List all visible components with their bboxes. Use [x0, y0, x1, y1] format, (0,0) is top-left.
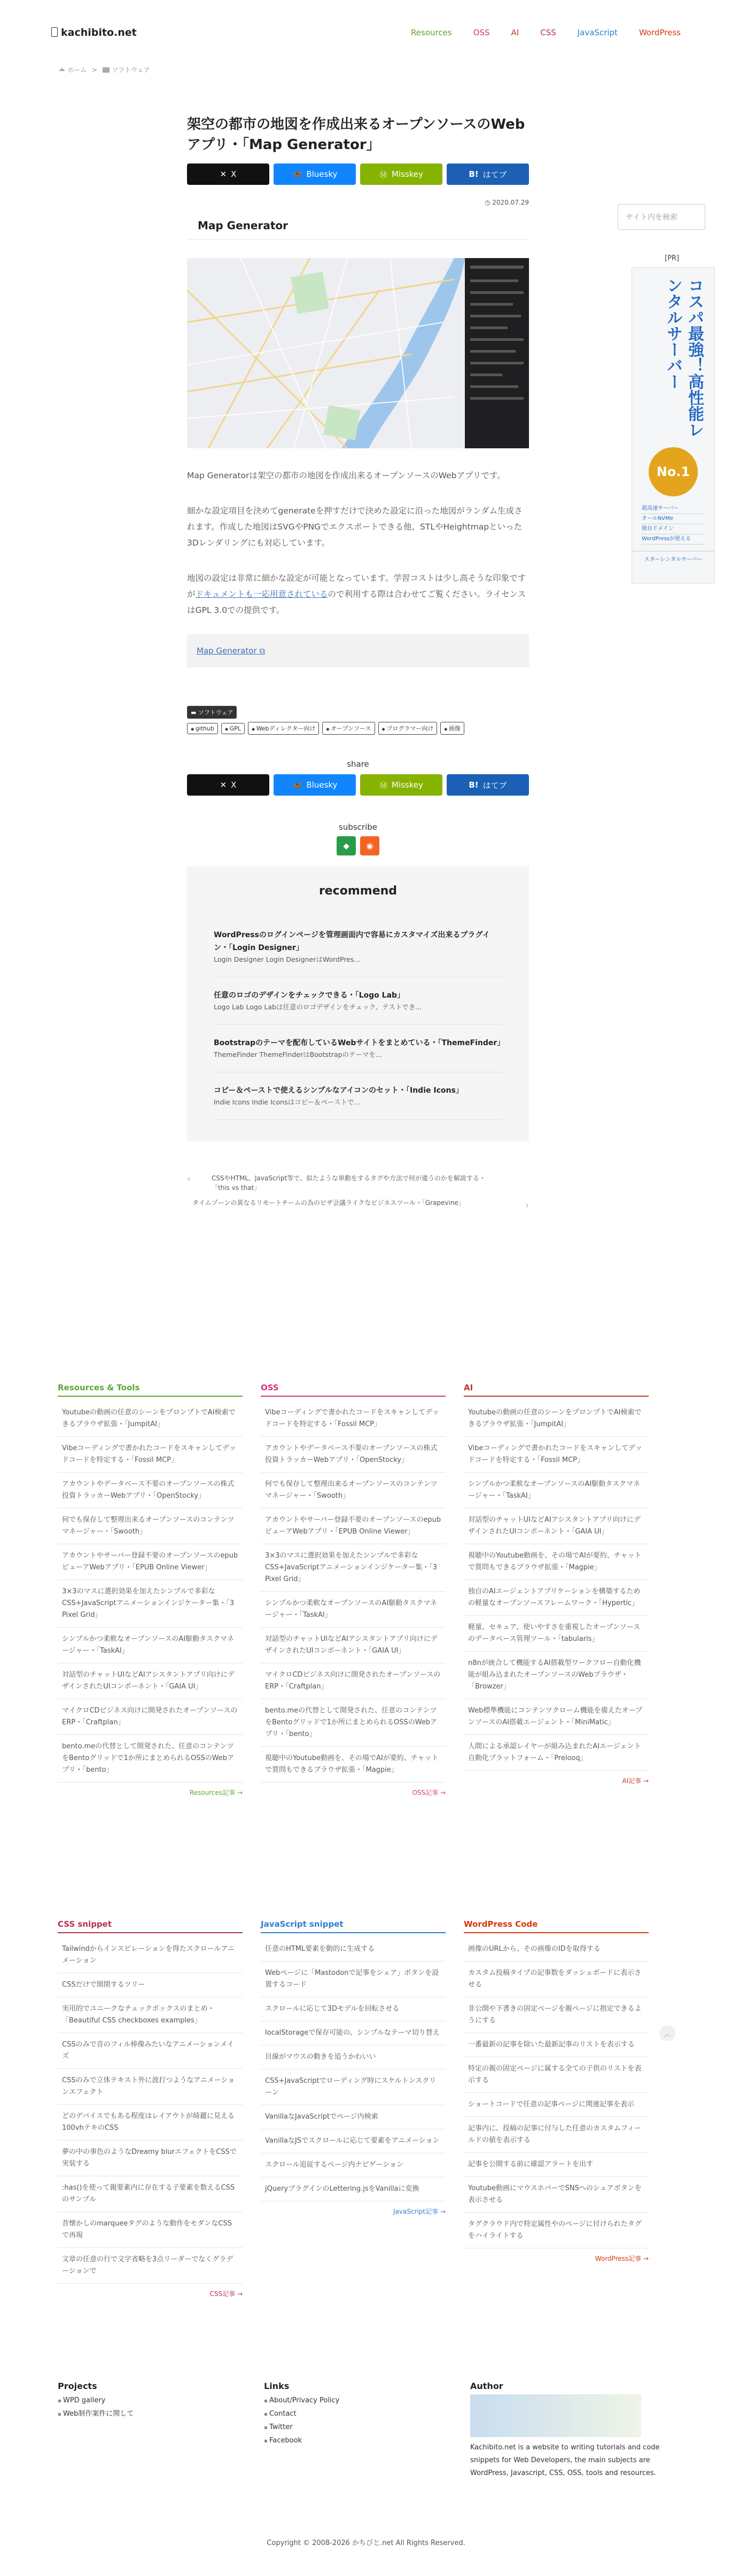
- subscribe-heading: subscribe: [339, 822, 377, 832]
- recommend-item[interactable]: [214, 1025, 505, 1072]
- nav-item-wordpress[interactable]: WordPress: [638, 28, 681, 37]
- tag-item[interactable]: [322, 722, 375, 735]
- section-link-item[interactable]: アカウントやデータベース不要のオープンソースの株式投資トラッカーWebアプリ・「OpenStocky」: [261, 1437, 446, 1473]
- footer-link[interactable]: ▪ Twitter: [264, 2421, 430, 2434]
- tag-item[interactable]: [378, 722, 438, 735]
- recommend-title: WordPressのログインページを管理画面内で容易にカスタマイズ出来るプラグイン・「Login Designer」: [214, 931, 490, 952]
- tag-label: オープンソース: [331, 725, 371, 732]
- section-link-item[interactable]: jQueryプラグインのLettering.jsをVanillaに変換: [261, 2177, 446, 2201]
- share-bar-bottom: [187, 774, 529, 796]
- section-link-item[interactable]: シンプルかつ柔軟なオープンソースのAI駆動タスクマネージャー・「TaskAI」: [464, 1473, 649, 1508]
- section-link-item[interactable]: localStorageで保存可能の、シンプルなテーマ切り替え: [261, 2021, 446, 2045]
- ad-feature: 独自ドメイン: [642, 524, 705, 534]
- category-grid-bottom: [58, 1919, 649, 2298]
- section-link-item[interactable]: カスタム投稿タイプの記事数をダッシュボードに表示させる: [464, 1962, 649, 1997]
- section-link-item[interactable]: 非公開や下書きの固定ページを親ページに指定できるようにする: [464, 1997, 649, 2033]
- footer-link[interactable]: ▪ Facebook: [264, 2434, 430, 2448]
- tag-icon: ◆: [444, 727, 449, 731]
- recommend-title: Bootstrapのテーマを配布しているWebサイトをまとめている・「ThemeFinder」: [214, 1039, 505, 1047]
- breadcrumb: [59, 65, 150, 74]
- section-link-item[interactable]: スクロールに応じて3Dモデルを回転させる: [261, 1997, 446, 2021]
- section-link-item[interactable]: CSS+JavaScriptでローディング時にスケルトンスクリーン: [261, 2069, 446, 2105]
- section-link-item[interactable]: Webページに「Mastodonで記事をシェア」ボタンを設置するコード: [261, 1962, 446, 1997]
- section-title[interactable]: WordPress Code: [464, 1919, 649, 1933]
- ad-banner[interactable]: [632, 267, 715, 583]
- recommend-heading: recommend: [318, 884, 398, 898]
- section-link-item[interactable]: Youtubeの動画の任意のシーンをプロンプトでAI検索できるブラウザ拡張・「JumpitAI」: [464, 1401, 649, 1437]
- copyright: Copyright © 2008-2026 かちびと.net All Rights Reserved.: [267, 2539, 465, 2547]
- section-link-item[interactable]: 対話型のチャットUIなどAIアシスタントアプリ向けにデザインされたUIコンポーネント・「GAIA UI」: [261, 1628, 446, 1663]
- misskey-icon: Ⓜ: [379, 780, 387, 790]
- tag-icon: ◆: [251, 727, 256, 731]
- ad-feature: 超高速サーバー: [642, 504, 705, 514]
- more-link[interactable]: OSS記事 →: [412, 1789, 446, 1796]
- tag-label: プログラマー向け: [386, 725, 434, 732]
- section-link-item[interactable]: 昔懐かしのmarqueeタグのような動作をモダンなCSSで再現: [58, 2212, 243, 2248]
- tag-list: [187, 722, 529, 738]
- next-post-link[interactable]: タイムゾーンの異なるリモートチームの為のピザ会議ライクなビジネスツール・「Grapevine」: [192, 1199, 465, 1207]
- category-section-wordpress-code: [464, 1919, 649, 2298]
- recommend-item[interactable]: [214, 977, 502, 1025]
- section-link-item[interactable]: Vibeコーディングで書かれたコードをスキャンしてデッドコードを特定する・「Fossil MCP」: [464, 1437, 649, 1473]
- paragraph-3: 地図の設定は非常に細かな設定が可能となっています。学習コストは少し高そうな印象ですがドキュメントも一応用意されているので利用する際は合わせてご覧ください。ライセンスはGPL 3.0での提供です。: [187, 573, 526, 615]
- footer-author: [470, 2381, 663, 2480]
- footer-heading: Author: [470, 2381, 503, 2391]
- section-link-item[interactable]: 記事を公開する前に確認アラートを出す: [464, 2153, 649, 2177]
- section-link-item[interactable]: 3×3のマスに選択効果を加えたシンプルで多彩なCSS+JavaScriptアニメーションインジケーター集・「3 Pixel Grid」: [261, 1544, 446, 1592]
- section-link-item[interactable]: n8nが統合して機能するAI搭載型ワークフロー自動化機能が組み込まれたオープンソースのWebブラウザ・「Browzer」: [464, 1652, 649, 1699]
- section-link-item[interactable]: CSSのみで立体テキスト外に波打つようなアニメーションエフェクト: [58, 2069, 243, 2105]
- share-hatena-button[interactable]: B! はてブ: [447, 164, 529, 185]
- section-link-item[interactable]: 何でも保存して整理出来るオープンソースのコンテンツマネージャー・「Swooth」: [58, 1508, 243, 1544]
- chevron-right-icon: ›: [525, 1200, 529, 1210]
- section-link-item[interactable]: どのデバイスでもある程度はレイアウトが綺麗に見える100vhテキのCSS: [58, 2105, 243, 2141]
- logo-icon: [51, 27, 58, 37]
- tag-item[interactable]: [187, 723, 218, 734]
- source-link[interactable]: Map Generator ⧉: [197, 646, 266, 656]
- section-link-item[interactable]: VanillaなJSでスクロールに応じて要素をアニメーション: [261, 2129, 446, 2153]
- tag-label: GPL: [229, 725, 241, 732]
- section-link-item[interactable]: アカウントやサーバー登録不要のオープンソースのepubビューアWebアプリ・「EPUB Online Viewer」: [261, 1508, 446, 1544]
- global-nav: [411, 28, 681, 37]
- category-grid-top: [58, 1383, 649, 1797]
- section-link-item[interactable]: 夢の中の事色のようなDreamy blurエフェクトをCSSで実装する: [58, 2141, 243, 2176]
- tag-label: github: [195, 725, 214, 732]
- section-link-item[interactable]: シンプルかつ柔軟なオープンソースのAI駆動タスクマネージャー・「TaskAI」: [261, 1592, 446, 1628]
- footer-link[interactable]: ▪ Contact: [264, 2408, 430, 2421]
- home-icon: [59, 68, 65, 71]
- tag-icon: ◆: [381, 727, 387, 731]
- ad-feature: オールNVMe: [642, 514, 705, 524]
- section-link-item[interactable]: :has()を使って親要素内に存在する子要素を数えるCSSのサンプル: [58, 2176, 243, 2212]
- section-link-item[interactable]: VanillaなJavaScriptでページ内検索: [261, 2105, 446, 2129]
- chevron-up-icon: ︿: [664, 2030, 671, 2038]
- more-link[interactable]: CSS記事 →: [209, 2290, 243, 2298]
- section-link-item[interactable]: Web標準機能にコンテンツクローム機能を備えたオープンソースのAI搭載エージェント・「MiniMatic」: [464, 1699, 649, 1735]
- section-link-item[interactable]: Vibeコーディングで書かれたコードをスキャンしてデッドコードを特定する・「Fossil MCP」: [58, 1437, 243, 1473]
- footer-projects-list: [58, 2394, 223, 2421]
- share-bluesky-button[interactable]: 🦋 Bluesky: [274, 164, 356, 185]
- feedly-icon[interactable]: ◆: [337, 836, 356, 855]
- hatena-icon: B!: [469, 169, 479, 179]
- share-x-button[interactable]: ✕ X: [187, 774, 269, 796]
- search-input[interactable]: サイト内を検索: [618, 204, 705, 230]
- post-date: ◷ 2020.07.29: [484, 199, 529, 206]
- nav-item-css[interactable]: CSS: [540, 28, 556, 37]
- rss-icon[interactable]: ◉: [360, 836, 379, 855]
- recommend-desc: Logo Lab Logo Labは任意のロゴデザインをチェック、テストでき...: [214, 1003, 422, 1011]
- recommend-title: 任意のロゴのデザインをチェックできる・「Logo Lab」: [214, 991, 405, 1000]
- article: [187, 114, 529, 1227]
- section-link-item[interactable]: 実用的でユニークなチェックボックスのまとめ・「Beautiful CSS checkboxes examples」: [58, 1997, 243, 2033]
- recommend-desc: Login Designer Login DesignerはWordPres...: [214, 955, 361, 963]
- category-section-resources-tools: [58, 1383, 243, 1797]
- author-image: [470, 2394, 641, 2437]
- section-heading: Map Generator: [187, 219, 529, 240]
- paragraph-1: Map Generatorは架空の都市の地図を作成出来るオープンソースのWebアプリです。: [187, 471, 505, 480]
- share-bar-top: [187, 164, 529, 185]
- prev-post-link[interactable]: CSSやHTML、JavaScript等で、似たような単動をするタグや方法で何が違うのかを解説する・「this vs that」: [212, 1174, 486, 1192]
- section-link-item[interactable]: シンプルかつ柔軟なオープンソースのAI駆動タスクマネージャー・「TaskAI」: [58, 1628, 243, 1663]
- section-title[interactable]: Resources & Tools: [58, 1383, 243, 1397]
- section-title[interactable]: OSS: [261, 1383, 446, 1397]
- footer: [58, 2381, 672, 2480]
- footer-heading: Links: [264, 2381, 290, 2391]
- tag-label: 画像: [448, 725, 461, 732]
- share-hatena-button[interactable]: B! はてブ: [447, 774, 529, 796]
- tag-item[interactable]: [440, 722, 464, 735]
- section-title[interactable]: JavaScript snippet: [261, 1919, 446, 1933]
- recommend-box: [187, 866, 529, 1141]
- section-link-item[interactable]: Tailwindからインスピレーションを得たスクロールアニメーション: [58, 1937, 243, 1973]
- footer-projects: [58, 2381, 223, 2480]
- section-title[interactable]: AI: [464, 1383, 649, 1397]
- bluesky-icon: 🦋: [292, 169, 302, 179]
- section-link-item[interactable]: CSSだけで開閉するツリー: [58, 1973, 243, 1997]
- tag-item[interactable]: [248, 722, 319, 735]
- section-link-item[interactable]: 軽量、セキュア、使いやすさを重視したオープンソースのデータベース管理ツール・「tabularis」: [464, 1616, 649, 1652]
- map-image: [187, 258, 529, 448]
- section-link-item[interactable]: 対話型のチャットUIなどAIアシスタントアプリ向けにデザインされたUIコンポーネント・「GAIA UI」: [58, 1663, 243, 1699]
- section-link-item[interactable]: CSSのみで音のフィル棒像みたいなアニメーションメイズ: [58, 2033, 243, 2069]
- breadcrumb-category[interactable]: ソフトウェア: [103, 65, 150, 74]
- misskey-icon: Ⓜ: [379, 169, 387, 180]
- section-link-item[interactable]: 人間による承認レイヤーが組み込まれたAIエージェント自動化プラットフォーム・「Prelooq」: [464, 1735, 649, 1771]
- footer-link[interactable]: ▪ WPD gallery: [58, 2394, 223, 2408]
- paragraph-2: 細かな設定項目を決めてgenerateを押すだけで決めた設定に沿った地図がランダム生成されます。作成した地図はSVGやPNGでエクスポートできる他、STLやHeightmapといった3Dレンダリングにも対応しています。: [187, 506, 523, 548]
- tag-item[interactable]: [221, 723, 245, 734]
- nav-item-oss[interactable]: OSS: [473, 28, 490, 37]
- section-link-item[interactable]: 対話型のチャットUIなどAIアシスタントアプリ向けにデザインされたUIコンポーネント・「GAIA UI」: [464, 1508, 649, 1544]
- footer-link[interactable]: ▪ Web制作案件に関して: [58, 2408, 223, 2421]
- more-link[interactable]: WordPress記事 →: [595, 2255, 649, 2262]
- section-link-item[interactable]: 視聴中のYoutube動画を、その場でAIが要約、チャットで質問もできるブラウザ拡張・「Magpie」: [261, 1747, 446, 1783]
- tag-icon: ◆: [191, 727, 196, 731]
- nav-item-javascript[interactable]: JavaScript: [577, 28, 618, 37]
- section-link-item[interactable]: 記事内に、投稿の記事に付与した任意のカスタムフィールドの値を表示する: [464, 2117, 649, 2153]
- recommend-item[interactable]: [214, 1072, 502, 1120]
- section-link-item[interactable]: スクロール追従するページ内ナビゲーション: [261, 2153, 446, 2177]
- footer-heading: Projects: [58, 2381, 97, 2391]
- section-link-item[interactable]: ショートコードで任意の記事ページに関連記事を表示: [464, 2093, 649, 2117]
- breadcrumb-home[interactable]: ホーム: [59, 65, 87, 74]
- section-link-item[interactable]: bento.meの代替として開発された、任意のコンテンツをBentoグリッドで1か所にまとめられるOSSのWebアプリ・「bento」: [58, 1735, 243, 1783]
- folder-icon: [103, 67, 110, 73]
- chevron-left-icon: ‹: [187, 1173, 191, 1184]
- article-title: 架空の都市の地図を作成出来るオープンソースのWebアプリ・「Map Generator」: [187, 116, 525, 153]
- section-link-item[interactable]: マイクロCDビジネス向けに開発されたオープンソースのERP・「Craftplan」: [261, 1663, 446, 1699]
- folder-icon: ▬: [191, 709, 198, 716]
- recommend-desc: Indie Icons Indie Iconsはコピー＆ペーストで...: [214, 1098, 361, 1106]
- ad-feature-list: [632, 496, 714, 544]
- pr-label: [PR]: [665, 254, 680, 262]
- section-link-item[interactable]: 何でも保存して整理出来るオープンソースのコンテンツマネージャー・「Swooth」: [261, 1473, 446, 1508]
- section-link-item[interactable]: タグクラウド内で特定属性やのページに付けられたタグをハイライトする: [464, 2213, 649, 2248]
- docs-link[interactable]: ドキュメントも一応用意されている: [195, 589, 328, 599]
- map-screenshot: [187, 258, 529, 448]
- subscribe-buttons: [187, 836, 529, 855]
- section-link-item[interactable]: 3×3のマスに選択効果を加えたシンプルで多彩なCSS+JavaScriptアニメーションインジケーター集・「3 Pixel Grid」: [58, 1580, 243, 1628]
- recommend-item[interactable]: [214, 917, 502, 977]
- hatena-icon: B!: [469, 780, 479, 790]
- site-logo[interactable]: kachibito.net: [51, 27, 137, 38]
- bluesky-icon: 🦋: [292, 780, 302, 790]
- nav-item-resources[interactable]: Resources: [411, 28, 452, 37]
- category-tags: [187, 706, 529, 738]
- tag-label: Webディレクター向け: [256, 725, 316, 732]
- section-link-item[interactable]: マイクロCDビジネス向けに開発されたオープンソースのERP・「Craftplan」: [58, 1699, 243, 1735]
- section-link-item[interactable]: Youtubeの動画の任意のシーンをプロンプトでAI検索できるブラウザ拡張・「JumpitAI」: [58, 1401, 243, 1437]
- footer-link[interactable]: ▪ About/Privacy Policy: [264, 2394, 430, 2408]
- more-link[interactable]: Resources記事 →: [189, 1789, 243, 1796]
- section-link-item[interactable]: 文章の任意の行で文字省略を3点リーダーでなくグラデーションで: [58, 2248, 243, 2284]
- share-misskey-button[interactable]: Ⓜ Misskey: [360, 164, 442, 185]
- recommend-desc: ThemeFinder ThemeFinderはBootstrapのテーマを...: [214, 1050, 382, 1059]
- author-text: Kachibito.net is a website to writing tutorials and code snippets for Web Developers, the main subjects are WordPress, Javascript, CSS, OSS, tools and resources.: [470, 2443, 660, 2477]
- section-link-item[interactable]: 独自のAIエージェントアプリケーションを構築するための軽量なオープンソースフレームワーク・「Hypertic」: [464, 1580, 649, 1616]
- section-link-item[interactable]: アカウントやサーバー登録不要のオープンソースのepubビューアWebアプリ・「EPUB Online Viewer」: [58, 1544, 243, 1580]
- category-section-css-snippet: [58, 1919, 243, 2298]
- ad-badge: No.1: [649, 447, 698, 496]
- share-heading: share: [347, 759, 369, 769]
- external-link-icon: ⧉: [259, 646, 266, 656]
- category-section-oss: [261, 1383, 446, 1797]
- footer-links-list: [264, 2394, 430, 2448]
- section-link-item[interactable]: 任意のHTML要素を動的に生成する: [261, 1937, 446, 1962]
- section-link-item[interactable]: 一番最新の記事を除いた最新記事のリストを表示する: [464, 2033, 649, 2057]
- tag-icon: ◆: [326, 727, 331, 731]
- ad-brand: スターレンタルサーバー: [632, 551, 714, 563]
- category-badge[interactable]: ▬ ソフトウェア: [187, 706, 237, 719]
- share-misskey-button[interactable]: Ⓜ Misskey: [360, 774, 442, 796]
- recommend-list: [214, 917, 505, 1120]
- more-link[interactable]: AI記事 →: [622, 1777, 649, 1785]
- source-link-box: [187, 634, 529, 667]
- section-link-item[interactable]: bento.meの代替として開発された、任意のコンテンツをBentoグリッドで1か所にまとめられるOSSのWebアプリ・「bento」: [261, 1699, 446, 1747]
- section-title[interactable]: CSS snippet: [58, 1919, 243, 1933]
- footer-links: [264, 2381, 430, 2480]
- clock-icon: ◷: [484, 199, 493, 206]
- section-link-item[interactable]: 特定の親の固定ページに属する全ての子供のリストを表示する: [464, 2057, 649, 2093]
- section-link-item[interactable]: アカウントやデータベース不要のオープンソースの株式投資トラッカーWebアプリ・「OpenStocky」: [58, 1473, 243, 1508]
- ad-feature: WordPressが使える: [642, 534, 705, 544]
- x-icon: ✕: [220, 780, 227, 790]
- section-link-item[interactable]: Vibeコーディングで書かれたコードをスキャンしてデッドコードを特定する・「Fossil MCP」: [261, 1401, 446, 1437]
- scroll-top-button[interactable]: [659, 2025, 675, 2041]
- section-link-item[interactable]: 画像のURLから、その画像のIDを取得する: [464, 1937, 649, 1962]
- more-link[interactable]: JavaScript記事 →: [393, 2208, 446, 2215]
- x-icon: ✕: [220, 169, 227, 179]
- section-link-item[interactable]: 視聴中のYoutube動画を、その場でAIが要約、チャットで質問もできるブラウザ拡張・「Magpie」: [464, 1544, 649, 1580]
- share-bluesky-button[interactable]: 🦋 Bluesky: [274, 774, 356, 796]
- category-section-javascript-snippet: [261, 1919, 446, 2298]
- share-x-button[interactable]: ✕ X: [187, 164, 269, 185]
- tag-icon: ◆: [224, 727, 230, 731]
- category-section-ai: [464, 1383, 649, 1797]
- section-link-item[interactable]: 目線がマウスの動きを追うかわいい: [261, 2045, 446, 2069]
- recommend-title: コピー＆ペーストで使えるシンプルなアイコンのセット・「Indie Icons」: [214, 1086, 463, 1095]
- section-link-item[interactable]: Youtube動画にマウスホバーでSNSへのシェアボタンを表示させる: [464, 2177, 649, 2213]
- nav-item-ai[interactable]: AI: [511, 28, 519, 37]
- ad-headline: コスパ最強！高性能レンタルサーバー: [664, 277, 704, 438]
- post-pager: [187, 1173, 529, 1227]
- breadcrumb-separator: >: [92, 66, 98, 74]
